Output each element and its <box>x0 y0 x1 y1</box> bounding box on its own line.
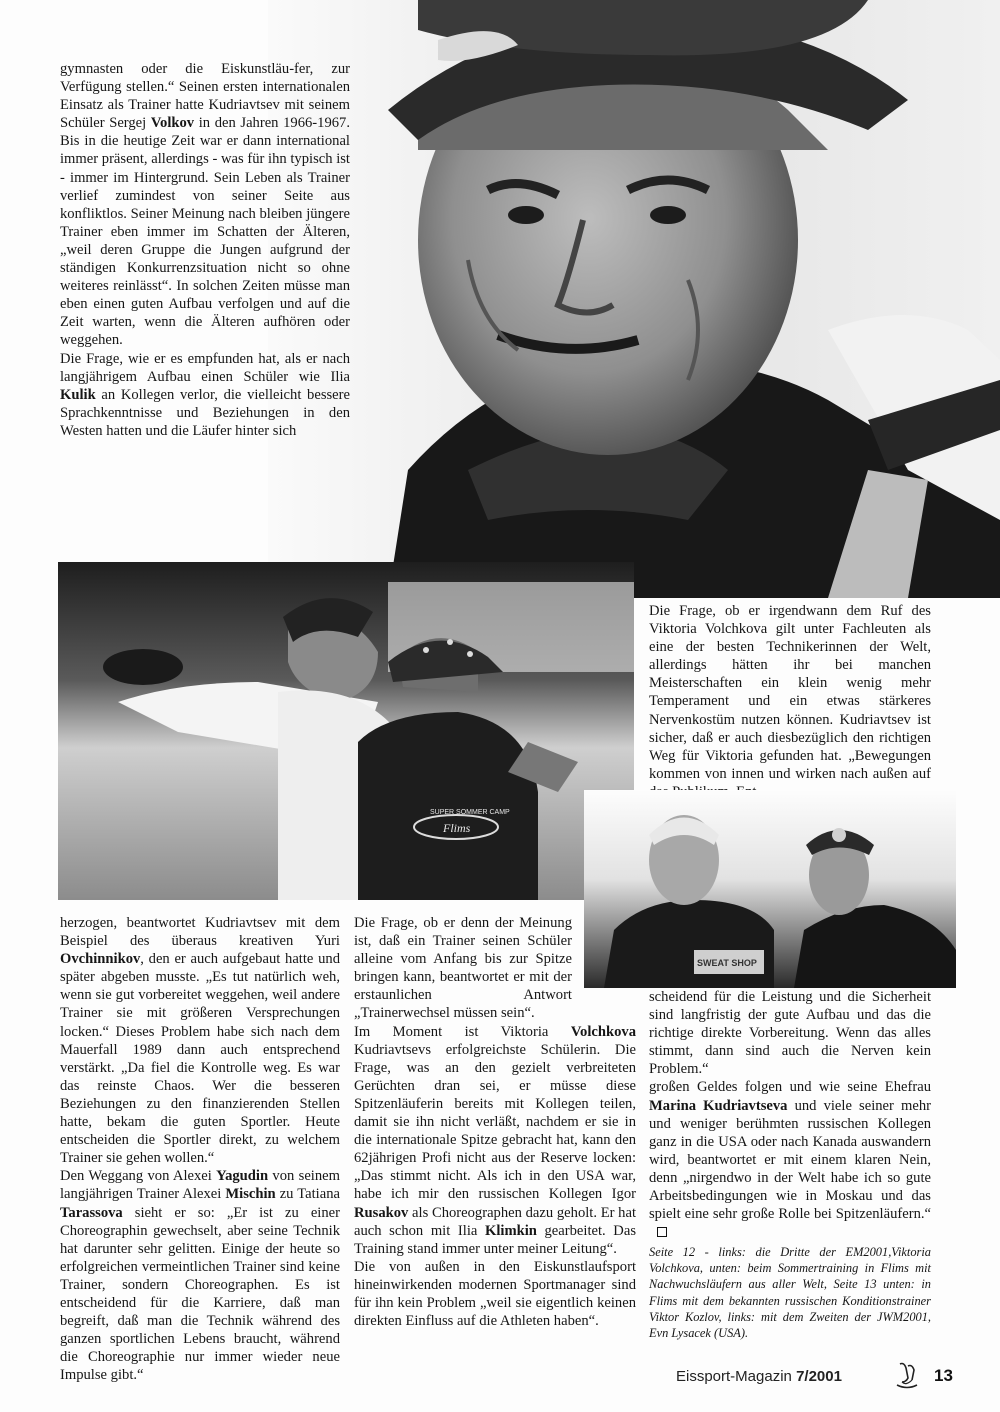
paragraph: scheidend für die Leistung und die Sicherheit sind langfristig der gute Aufbau und das die richtige direkte Vorbereitung. Wenn das alles stimmt, dann sind auch die Nerven kein Problem.“ <box>649 989 931 1078</box>
article-column-bottom-left <box>60 914 340 1384</box>
paragraph: Den Weggang von Alexei Yagudin von seinem langjährigen Trainer Alexei Mischin zu Tatiana Tarassova sieht er so: „Er ist zu einer Choreographin gewechselt, aber seine Technik hat darunter sehr gelitten. Einige der heute so erfolgreichen vermeintlichen Trainer sind keine Trainer, sondern Choreographen. Es ist entscheidend für die Karriere, daß man begreift, daß man die Technik während des ganzen sportlichen Lebens braucht, während die Choreographie nur immer wieder neue Impulse gibt.“ <box>60 1168 340 1384</box>
photo-caption: Seite 12 - links: die Dritte der EM2001,Viktoria Volchkova, unten: beim Sommertraining in Flims mit Nachwuchsläufern aus aller Welt, Seite 13 unten: in Flims mit dem bekannten russischen Konditionstrainer Viktor Kozlov, links: mit dem Zweiten der JWM2001, Evn Lysacek (USA). <box>649 1245 931 1341</box>
portrait-image <box>268 0 1000 598</box>
training-image <box>58 562 634 900</box>
training-photo <box>58 562 634 900</box>
footer-magazine: Eissport-Magazin 7/2001 <box>676 1368 842 1385</box>
paragraph: großen Geldes folgen und wie seine Ehefrau Marina Kudriavtseva und viele seiner mehr und weniger berühmten russischen Kollegen ganz in die USA oder nach Kanada auswandern wird, beantwortet er mit einem klaren Nein, denn „nirgendwo in der Welt habe ich so gute Arbeitsbedingungen wie in Moskau und das spielt eine sehr große Rolle bei Spitzenläufern.“ <box>649 1078 931 1241</box>
article-column-bottom-right <box>649 988 931 1241</box>
paragraph: Im Moment ist Viktoria Volchkova Kudriavtsevs erfolgreichste Schülerin. Die Frage, was an den gezielt verbreiteten Gerüchten dran sei, er müsse diese Spitzenläuferin bereits mit Kollegen teilen, damit sie ihn nicht verläßt, nachdem er sie in die internationale Spitze gebracht hat, kann den 62jährigen Profi nicht aus der Reserve locken: „Das stimmt nicht. Als ich in den USA war, habe ich mir den russischen Kollegen Igor Rusakov als Choreographen dazu geholt. Er hat auch schon mit Ilia Klimkin gearbeitet. Das Training stand immer unter meiner Leitung“. <box>354 1023 636 1257</box>
portrait-photo <box>268 0 1000 598</box>
skater-logo-icon <box>894 1360 920 1390</box>
page-footer <box>666 1366 966 1392</box>
end-of-article-icon <box>657 1227 667 1237</box>
article-column-bottom-mid <box>354 914 636 1330</box>
article-column-right-mid <box>649 602 931 801</box>
paragraph: Die Frage, ob er denn der Meinung ist, daß ein Trainer seinen Schüler alleine vom Anfang bis zur Spitze bringen kann, beantwortet er mit der erstaunlichen Antwort „Trainerwechsel müssen sein“. <box>354 915 572 1022</box>
paragraph: Die Frage, wie er es empfunden hat, als er nach langjährigem Aufbau einen Schüler wie Ilia Kulik an Kollegen verlor, die vielleicht bessere Sprachkenntnisse und Beziehungen in den Westen hatten und die Läufer hinter sich <box>60 350 350 439</box>
coaches-photo <box>584 790 956 988</box>
shirt-text: SWEAT SHOP <box>697 958 757 968</box>
paragraph: Die Frage, ob er irgendwann dem Ruf des Viktoria Volchkova gilt unter Fachleuten als eine der besten Technikerinnen der Welt, allerdings hätten ihr bei manchen Meisterschaften ein klein wenig mehr Temperament und ein etwas stärkeres Nervenkostüm nutzen können. Kudriavtsev ist sicher, daß er auch diesbezüglich den richtigen Weg für Viktoria gefunden hat. „Bewegungen kommen von innen und wirken nach außen auf <box>649 603 931 782</box>
paragraph: herzogen, beantwortet Kudriavtsev mit dem Beispiel des überaus kreativen Yuri Ovchinnikov, den er auch aufgebaut hatte und später abgeben musste. „Es tut natürlich weh, wenn sie gut vorbereitet weggehen, weil andere Trainer sie mit größeren Versprechungen locken.“ Dieses Problem habe sich nach dem Mauerfall 1989 dann auch entsprechend verstärkt. „Da fiel die Kontrolle weg. Es war das reinste Chaos. Wer die besseren Beziehungen zu den finanzierenden Stellen hatte, bekam die guten Sportler. Heute entscheiden die Sportler direkt, zu welchem Trainer sie gehen wollen.“ <box>60 915 340 1167</box>
article-column-top-left <box>60 60 350 440</box>
paragraph: gymnasten oder die Eiskunstläu-fer, zur Verfügung stellen.“ Seinen ersten internationalen Einsatz als Trainer hatte Kudriavtsev mit seinem Schüler Sergej Volkov in den Jahren 1966-1967. Bis in die heutige Zeit war er dann international immer präsent, allerdings - was für ihn typisch ist - immer im Hintergrund. Sein Leben als Trainer verlief zumindest von seiner Seite aus konfliktlos. Seiner Meinung nach bleiben jüngere Trainer eben immer im Schatten der Älteren, „weil deren Gruppe die Jungen aufgrund der ständigen Konkurrenzsituation nicht so ohne weiteres reinlässt“. In solchen Zeiten müsse man eben einen guten Aufbau verfolgen und auf die Zeit warten, wenn die Älteren aufhören oder weggehen. <box>60 61 350 349</box>
jacket-text-camp: SUPER SOMMER CAMP <box>430 809 510 816</box>
coaches-image <box>584 790 956 988</box>
jacket-text-flims: Flims <box>443 821 471 835</box>
page-number: 13 <box>934 1366 953 1385</box>
paragraph: Die von außen in den Eiskunstlaufsport hineinwirkenden modernen Sportmanager sind für ihn kein Problem „weil sie eigentlich keinen direkten Einfluss auf die Athleten haben“. <box>354 1258 636 1330</box>
